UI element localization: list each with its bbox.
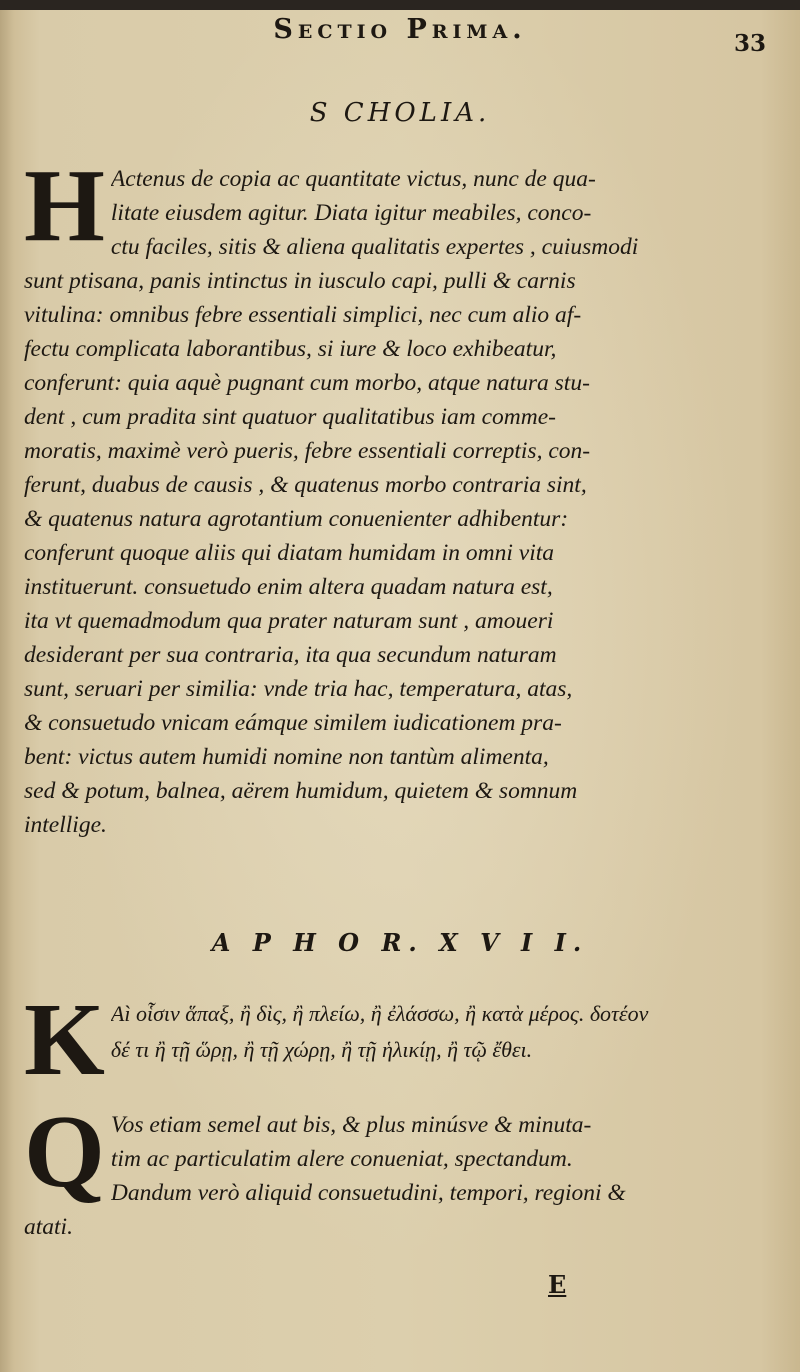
- text-line: litate eiusdem agitur. Diata igitur meabiles, conco-: [110, 200, 592, 226]
- text-line: desiderant per sua contraria, ita qua secundum naturam: [24, 642, 557, 668]
- scan-edge: [0, 0, 800, 10]
- text-line: tim ac particulatim alere conueniat, spectandum.: [110, 1146, 573, 1172]
- text-line: dent , cum pradita sint quatuor qualitatibus iam comme-: [24, 404, 556, 430]
- text-line: bent: victus autem humidi nomine non tantùm alimenta,: [24, 744, 549, 770]
- text-line: ferunt, duabus de causis , & quatenus morbo contraria sint,: [24, 472, 587, 498]
- text-line: atati.: [24, 1214, 73, 1240]
- text-line: vitulina: omnibus febre essentiali simplici, nec cum alio af-: [24, 302, 582, 328]
- text-line: conferunt: quia aquè pugnant cum morbo, atque natura stu-: [24, 370, 590, 396]
- text-line: fectu complicata laborantibus, si iure & loco exhibeatur,: [24, 336, 557, 362]
- text-line: sed & potum, balnea, aërem humidum, quietem & somnum: [24, 778, 578, 804]
- greek-line: δέ τι ἢ τῇ ὥρῃ, ἢ τῇ χώρῃ, ἢ τῇ ἡλικίῃ, ἢ τῷ ἔθει.: [110, 1037, 533, 1062]
- signature-mark: E: [548, 1270, 567, 1299]
- text-line: moratis, maximè verò pueris, febre essentiali correptis, con-: [24, 438, 591, 464]
- text-line: Dandum verò aliquid consuetudini, tempori, regioni &: [110, 1180, 626, 1206]
- dropcap-h: H: [24, 148, 105, 263]
- text-line: sunt, seruari per similia: vnde tria hac, temperatura, atas,: [24, 676, 573, 702]
- dropcap-k: K: [24, 982, 105, 1097]
- text-line: Actenus de copia ac quantitate victus, nunc de qua-: [110, 166, 596, 192]
- text-line: intellige.: [24, 812, 107, 838]
- latin-aphorism: [24, 1094, 772, 1244]
- aphorism-heading: A P H O R. X V I I.: [211, 928, 589, 957]
- text-line: instituerunt. consuetudo enim altera quadam natura est,: [24, 574, 553, 600]
- page-number: 33: [733, 30, 766, 57]
- text-line: & consuetudo vnicam eámque similem iudicationem pra-: [24, 710, 562, 736]
- text-line: ita vt quemadmodum qua prater naturam sunt , amoueri: [24, 608, 554, 634]
- text-line: & quatenus natura agrotantium conuenienter adhibentur:: [24, 506, 569, 532]
- greek-aphorism: [24, 982, 772, 1097]
- text-line: conferunt quoque aliis qui diatam humidam in omni vita: [24, 540, 555, 566]
- greek-line: Aì oἷσιν ἅπαξ, ἢ δὶς, ἢ πλείω, ἢ ἐλάσσω, ἢ κατὰ μέρος. δοτέον: [110, 1001, 649, 1026]
- scholia-text: [24, 148, 772, 842]
- running-head: Sectio Prima.: [273, 14, 527, 45]
- dropcap-q: Q: [24, 1094, 105, 1209]
- text-line: Vos etiam semel aut bis, & plus minúsve & minuta-: [110, 1112, 592, 1138]
- text-line: ctu faciles, sitis & aliena qualitatis expertes , cuiusmodi: [110, 234, 639, 260]
- text-line: sunt ptisana, panis intinctus in iusculo capi, pulli & carnis: [24, 268, 576, 294]
- scholia-heading: S CHOLIA.: [309, 98, 491, 128]
